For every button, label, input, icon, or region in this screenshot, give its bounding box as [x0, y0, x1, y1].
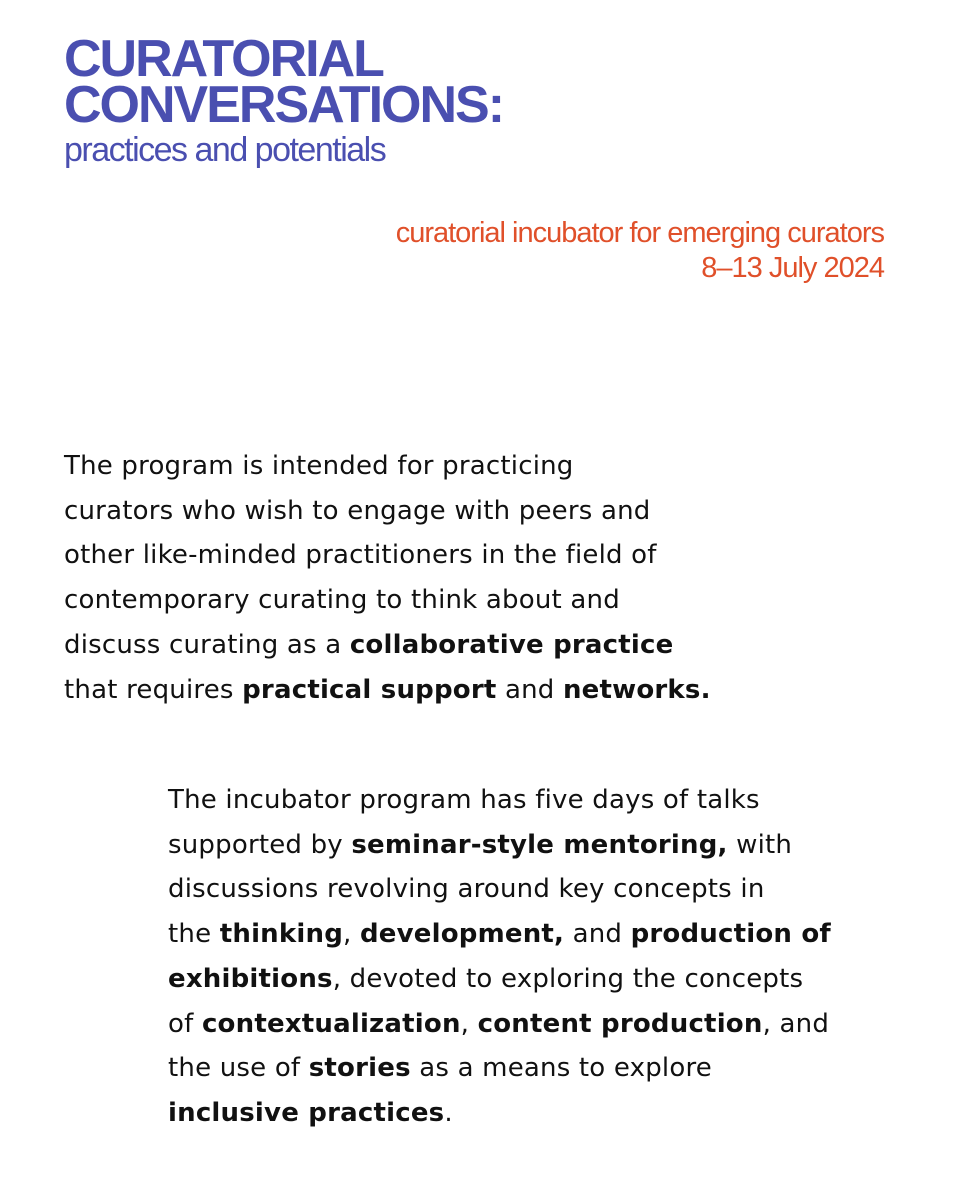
- emphasis-collaborative-practice: collaborative practice: [349, 629, 674, 660]
- emphasis-inclusive-practices: inclusive practices: [168, 1097, 445, 1128]
- program-line-2: supported by seminar-style mentoring, with: [168, 829, 793, 860]
- emphasis-seminar-style-mentoring: seminar-style mentoring,: [351, 829, 728, 860]
- program-line-8: inclusive practices.: [168, 1097, 453, 1128]
- event-description: curatorial incubator for emerging curators: [395, 217, 884, 249]
- intro-paragraph: [64, 444, 884, 712]
- program-line-5: exhibitions, devoted to exploring the concepts: [168, 963, 804, 994]
- program-line-3: discussions revolving around key concepts in: [168, 874, 765, 905]
- emphasis-content-production: content production: [477, 1008, 763, 1039]
- program-line-1: The incubator program has five days of talks: [168, 785, 760, 815]
- emphasis-thinking: thinking: [219, 919, 344, 950]
- page-header: [64, 30, 504, 170]
- emphasis-contextualization: contextualization: [201, 1008, 461, 1039]
- program-line-7: the use of stories as a means to explore: [168, 1053, 712, 1084]
- emphasis-networks: networks.: [562, 674, 711, 705]
- title-line-2: CONVERSATIONS:: [64, 76, 504, 134]
- event-info: [396, 216, 884, 286]
- subtitle: practices and potentials: [64, 131, 386, 169]
- program-line-4: the thinking, development, and production of: [168, 919, 831, 950]
- intro-line-4: contemporary curating to think about and: [64, 585, 620, 616]
- intro-line-2: curators who wish to engage with peers and: [64, 495, 651, 526]
- emphasis-practical-support: practical support: [242, 674, 497, 705]
- emphasis-production-of: production of: [630, 919, 831, 950]
- emphasis-exhibitions: exhibitions: [168, 963, 333, 994]
- intro-line-3: other like-minded practitioners in the field of: [64, 540, 657, 571]
- program-line-6: of contextualization, content production, and: [168, 1008, 830, 1039]
- program-paragraph: [168, 778, 928, 1136]
- intro-line-5: discuss curating as a collaborative practice: [64, 629, 674, 660]
- emphasis-development: development,: [359, 919, 565, 950]
- intro-line-1: The program is intended for practicing: [64, 451, 574, 481]
- event-dates: 8–13 July 2024: [701, 252, 884, 284]
- intro-line-6: that requires practical support and networks.: [64, 674, 711, 705]
- title-line-1: CURATORIAL: [64, 30, 383, 88]
- emphasis-stories: stories: [308, 1053, 411, 1084]
